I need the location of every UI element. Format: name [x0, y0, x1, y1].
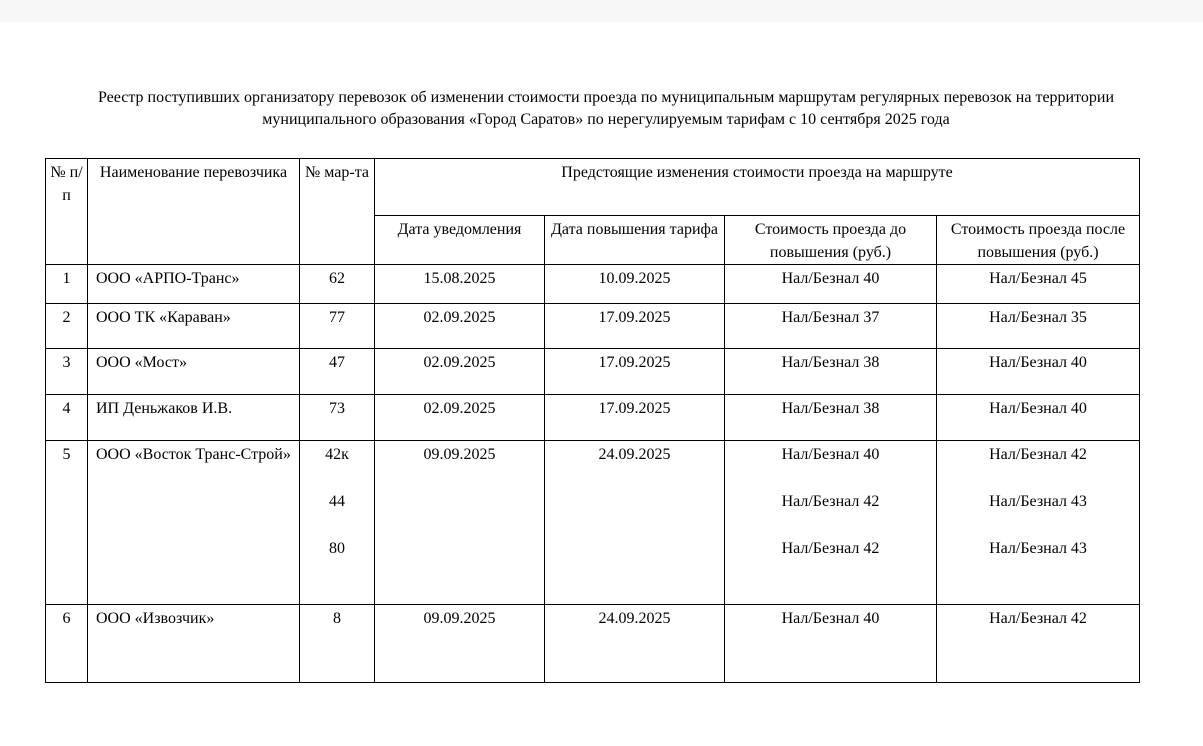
route-number: 42к: [325, 446, 349, 463]
cell-notice-date: 02.09.2025: [375, 395, 545, 441]
cell-route: 8: [300, 605, 375, 683]
cell-price-before: Нал/Безнал 40: [725, 605, 937, 683]
price-before: Нал/Безнал 42: [781, 493, 880, 510]
cell-increase-date: 24.09.2025: [545, 441, 725, 605]
header-price-after: Стоимость проезда после повышения (руб.): [937, 216, 1140, 265]
header-increase-date: Дата повышения тарифа: [545, 216, 725, 265]
viewer-top-strip: [0, 0, 1203, 22]
table-row: [46, 395, 1140, 441]
cell-route: 73: [300, 395, 375, 441]
header-row-1: [46, 159, 1140, 216]
cell-increase-date: 10.09.2025: [545, 265, 725, 304]
cell-num: 2: [46, 304, 88, 349]
cell-route: 47: [300, 349, 375, 395]
price-before: Нал/Безнал 42: [781, 540, 880, 557]
cell-carrier: ООО «Восток Транс-Строй»: [88, 441, 300, 605]
table-row: [46, 265, 1140, 304]
cell-carrier: ООО «Извозчик»: [88, 605, 300, 683]
cell-price-after: Нал/Безнал 42: [937, 605, 1140, 683]
cell-num: 6: [46, 605, 88, 683]
header-group-changes: Предстоящие изменения стоимости проезда на маршруте: [375, 159, 1140, 216]
cell-increase-date: 17.09.2025: [545, 304, 725, 349]
cell-increase-date: 17.09.2025: [545, 395, 725, 441]
cell-price-before: Нал/Безнал 38: [725, 395, 937, 441]
cell-carrier: ООО «Мост»: [88, 349, 300, 395]
cell-prices-after: [937, 441, 1140, 605]
price-after: Нал/Безнал 42: [989, 446, 1087, 463]
header-notice-date: Дата уведомления: [375, 216, 545, 265]
price-after: Нал/Безнал 43: [989, 493, 1087, 510]
fare-change-registry-table: [45, 158, 1140, 683]
cell-route: 62: [300, 265, 375, 304]
table-row: [46, 605, 1140, 683]
route-number: 80: [329, 540, 345, 557]
price-before: Нал/Безнал 40: [781, 446, 880, 463]
table-row: [46, 304, 1140, 349]
cell-num: 3: [46, 349, 88, 395]
cell-price-after: Нал/Безнал 35: [937, 304, 1140, 349]
cell-notice-date: 09.09.2025: [375, 605, 545, 683]
cell-price-after: Нал/Безнал 45: [937, 265, 1140, 304]
document-title-line-1: Реестр поступивших организатору перевозок об изменении стоимости проезда по муниципальным маршрутам регулярных перевозок на территории: [97, 89, 1115, 106]
cell-carrier: ООО ТК «Караван»: [88, 304, 300, 349]
cell-notice-date: 09.09.2025: [375, 441, 545, 605]
table-row: [46, 349, 1140, 395]
cell-num: 4: [46, 395, 88, 441]
cell-price-after: Нал/Безнал 40: [937, 395, 1140, 441]
cell-num: 1: [46, 265, 88, 304]
cell-price-before: Нал/Безнал 38: [725, 349, 937, 395]
price-after: Нал/Безнал 43: [989, 540, 1087, 557]
cell-notice-date: 02.09.2025: [375, 304, 545, 349]
cell-price-before: Нал/Безнал 37: [725, 304, 937, 349]
cell-increase-date: 24.09.2025: [545, 605, 725, 683]
cell-price-before: Нал/Безнал 40: [725, 265, 937, 304]
header-price-before: Стоимость проезда до повышения (руб.): [725, 216, 937, 265]
header-carrier: Наименование перевозчика: [88, 159, 300, 265]
cell-prices-before: [725, 441, 937, 605]
cell-notice-date: 15.08.2025: [375, 265, 545, 304]
cell-carrier: ООО «АРПО-Транс»: [88, 265, 300, 304]
route-number: 44: [329, 493, 345, 510]
cell-increase-date: 17.09.2025: [545, 349, 725, 395]
document-title: [20, 87, 1192, 131]
cell-route: 77: [300, 304, 375, 349]
header-route: № мар-та: [300, 159, 375, 265]
cell-notice-date: 02.09.2025: [375, 349, 545, 395]
cell-carrier: ИП Деньжаков И.В.: [88, 395, 300, 441]
cell-num: 5: [46, 441, 88, 605]
document-title-line-2: муниципального образования «Город Саратов» по нерегулируемым тарифам с 10 сентября 2025 года: [262, 111, 950, 128]
header-num: № п/п: [46, 159, 88, 265]
cell-price-after: Нал/Безнал 40: [937, 349, 1140, 395]
cell-routes: [300, 441, 375, 605]
table-row: [46, 441, 1140, 605]
